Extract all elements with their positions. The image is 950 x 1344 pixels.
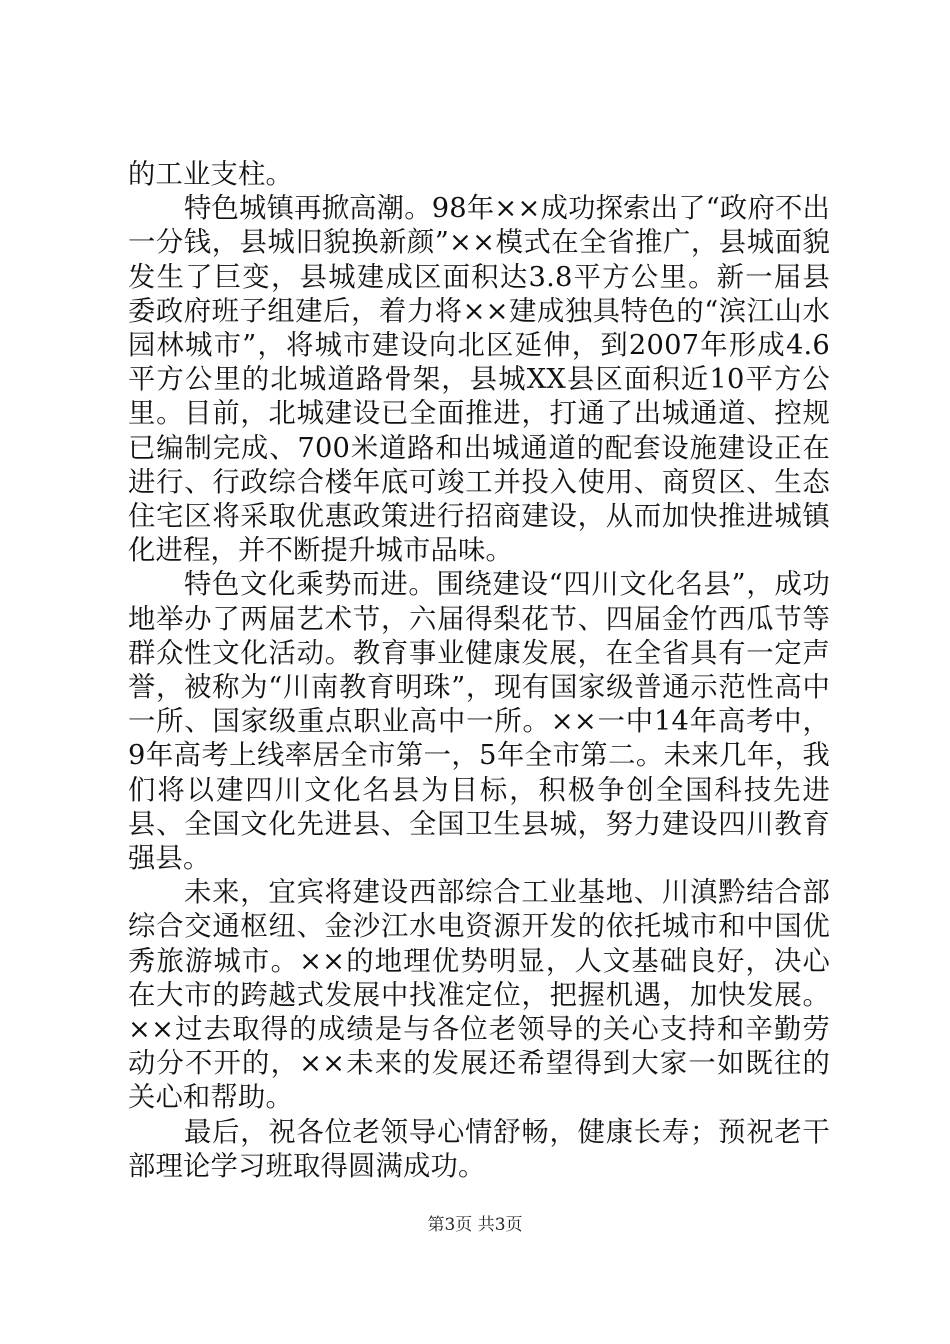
paragraph-future-outlook: 未来，宜宾将建设西部综合工业基地、川滇黔结合部综合交通枢纽、金沙江水电资源开发的依托城市和中国优秀旅游城市。××的地理优势明显，人文基础良好，决心在大市的跨越式发展中找准定位，把握机遇，加快发展。××过去取得的成绩是与各位老领导的关心支持和辛勤劳动分不开的，××未来的发展还希望得到大家一如既往的关心和帮助。 <box>128 877 830 1114</box>
paragraph-continuation: 的工业支柱。 <box>128 159 293 190</box>
paragraph-closing-wishes: 最后，祝各位老领导心情舒畅，健康长寿；预祝老干部理论学习班取得圆满成功。 <box>128 1116 830 1182</box>
paragraph-culture-education: 特色文化乘势而进。围绕建设“四川文化名县”，成功地举办了两届艺术节，六届得梨花节、四届金竹西瓜节等群众性文化活动。教育事业健康发展，在全省具有一定声誉，被称为“川南教育明珠”，现有国家级普通示范性高中一所、国家级重点职业高中一所。××一中14年高考中，9年高考上线率居全市第一，5年全市第二。未来几年，我们将以建四川文化名县为目标，积极争创全国科技先进县、全国文化先进县、全国卫生县城，努力建设四川教育强县。 <box>128 569 830 875</box>
document-body <box>128 158 830 1184</box>
page-number-footer: 第3页 共3页 <box>427 1215 523 1235</box>
paragraph-town-development: 特色城镇再掀高潮。98年××成功探索出了“政府不出一分钱，县城旧貌换新颜”××模式在全省推广，县城面貌发生了巨变，县城建成区面积达3.8平方公里。新一届县委政府班子组建后，着力将××建成独具特色的“滨江山水园林城市”，将城市建设向北区延伸，到2007年形成4.6平方公里的北城道路骨架，县城XX县区面积近10平方公里。目前，北城建设已全面推进，打通了出城通道、控规已编制完成、700米道路和出城通道的配套设施建设正在进行、行政综合楼年底可竣工并投入使用、商贸区、生态住宅区将采取优惠政策进行招商建设，从而加快推进城镇化进程，并不断提升城市品味。 <box>128 193 830 567</box>
